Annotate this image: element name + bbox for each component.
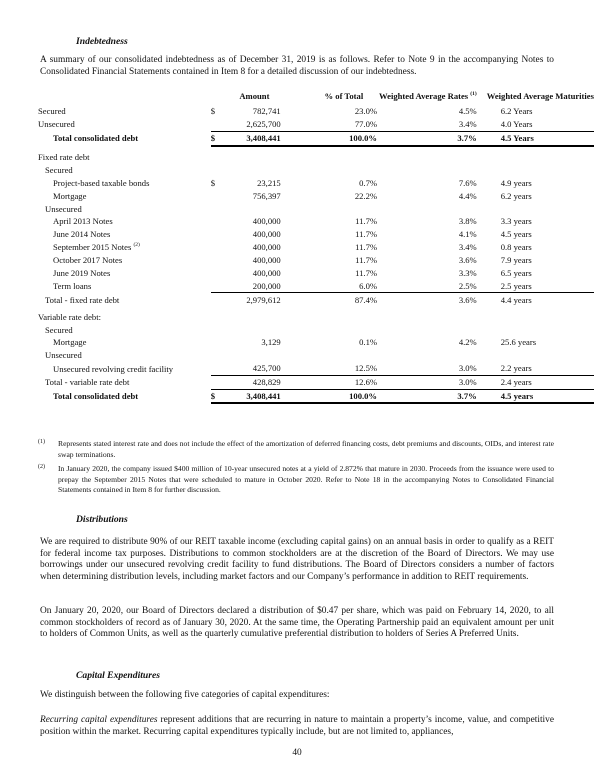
capex-term: Recurring capital expenditures <box>40 715 158 725</box>
table-row <box>30 375 594 389</box>
currency-symbol <box>211 228 218 241</box>
header-weighted-average-rates: Weighted Average Rates $^{(1)}$ <box>379 90 477 101</box>
amount-cell <box>218 202 281 215</box>
rate-cell <box>379 151 481 164</box>
rate-cell <box>379 323 481 336</box>
table-row <box>30 323 594 336</box>
percent-cell: 12.6% <box>281 375 379 389</box>
row-label: Secured <box>45 164 73 175</box>
amount-cell: 756,397 <box>252 190 281 201</box>
row-label: Secured <box>45 324 73 335</box>
table-row <box>30 118 594 131</box>
capex-paragraph-2 <box>40 715 554 738</box>
maturity-cell <box>481 202 594 215</box>
percent-cell: 11.7% <box>355 268 378 279</box>
rate-cell: 3.8% <box>458 216 477 227</box>
maturity-cell: 25.6 years <box>500 337 537 348</box>
percent-cell: 11.7% <box>355 242 378 253</box>
amount-cell <box>218 310 281 323</box>
percent-cell <box>281 349 379 362</box>
table-row <box>30 176 594 189</box>
percent-cell <box>281 310 379 323</box>
currency-symbol: $ <box>211 131 218 145</box>
maturity-cell <box>481 349 594 362</box>
percent-cell <box>281 323 379 336</box>
maturity-cell: 3.3 years <box>500 216 532 227</box>
amount-cell: 2,625,700 <box>218 118 281 131</box>
rate-cell <box>379 349 481 362</box>
amount-cell: 400,000 <box>252 268 281 279</box>
currency-symbol <box>211 163 218 176</box>
distributions-paragraph-2: On January 20, 2020, our Board of Directors declared a distribution of $0.47 per share, which was paid on February 14, 2020, to all common stockholders of record as of January 30, 2020. At the same time, the Operating Partnership paid an equivalent amount per unit to holders of Common Units, as well as the quarterly cumulative preferential distribution to holders of Series A Preferred Units. <box>40 606 554 640</box>
footnote-ref-1: (1) <box>470 90 477 97</box>
currency-symbol: $ <box>210 177 215 188</box>
amount-cell: 3,129 <box>261 337 281 348</box>
maturity-cell: 4.0 Years <box>481 118 594 131</box>
row-label: Unsecured <box>45 203 82 214</box>
rate-cell: 3.7% <box>379 131 481 145</box>
table-header-row <box>30 88 594 101</box>
indebtedness-intro-paragraph: A summary of our consolidated indebtedness as of December 31, 2019 is as follows. Refer to Note 9 in the accompanying Notes to Consolidated Financial Statements contained in Item 8 for a detailed discussion of our indebtedness. <box>40 55 554 77</box>
currency-symbol <box>211 362 218 375</box>
currency-symbol <box>211 279 218 292</box>
section-heading-distributions: Distributions <box>76 514 128 525</box>
table-row <box>30 336 594 349</box>
amount-cell: 782,741 <box>252 106 281 117</box>
row-label: June 2019 Notes <box>53 268 111 279</box>
percent-cell: 0.7% <box>359 177 378 188</box>
amount-cell: 400,000 <box>252 242 281 253</box>
table-row <box>30 163 594 176</box>
indebtedness-table <box>30 88 594 404</box>
amount-cell: 400,000 <box>252 216 281 227</box>
row-label: Unsecured <box>45 350 82 361</box>
maturity-cell <box>481 310 594 323</box>
rate-cell: 3.4% <box>458 242 477 253</box>
currency-symbol <box>211 310 218 323</box>
row-label: Unsecured revolving credit facility <box>53 363 174 374</box>
maturity-cell: 2.4 years <box>481 375 594 389</box>
footnote-text-2: In January 2020, the company issued $400 million of 10-year unsecured notes at a yield of 2.872% that mature in 2030. Proceeds from the issuance were used to prepay the September 2015 Notes that were scheduled to mature in October 2020. Refer to Note 18 in the accompanying Notes to Consolidated Financial Statements contained in Item 8 for further discussion. <box>58 464 554 495</box>
amount-cell: 2,979,612 <box>246 294 281 305</box>
amount-cell: 3,408,441 <box>218 389 281 403</box>
amount-cell: 3,408,441 <box>218 131 281 145</box>
footnote-mark-2: (2) <box>38 464 45 470</box>
rate-cell: 4.4% <box>458 190 477 201</box>
header-pct-of-total: % of Total <box>324 90 364 101</box>
section-heading-indebtedness: Indebtedness <box>76 36 128 47</box>
rate-cell: 3.7% <box>379 389 481 403</box>
amount-cell: 428,829 <box>218 375 281 389</box>
distributions-paragraph-1: We are required to distribute 90% of our REIT taxable income (excluding capital gains) on an annual basis in order to qualify as a REIT for federal income tax purposes. Distributions to common stockholders are at the discretion of the Board of Directors. We may use borrowings under our unsecured revolving credit facility to fund distributions. The Board of Directors considers a number of factors when determining distribution levels, including market factors and our Company’s performance in addition to REIT requirements. <box>40 537 554 582</box>
maturity-cell: 4.4 years <box>500 294 532 305</box>
rate-cell: 3.3% <box>458 268 477 279</box>
row-label: Unsecured <box>38 119 75 130</box>
capex-paragraph-2-text: represent additions that are recurring in nature to maintain a property’s income, value, and competitive position within the market. Recurring capital expenditures typically include, but are not limited to, appliances, <box>40 715 554 737</box>
table-row <box>30 267 594 280</box>
amount-cell: 400,000 <box>252 255 281 266</box>
maturity-cell: 4.5 Years <box>481 131 594 145</box>
row-label: Mortgage <box>53 190 87 201</box>
percent-cell: 11.7% <box>355 255 378 266</box>
row-label: Fixed rate debt <box>38 152 90 162</box>
currency-symbol <box>211 336 218 349</box>
section-heading-capital-expenditures: Capital Expenditures <box>76 670 160 681</box>
percent-cell: 87.4% <box>354 294 378 305</box>
maturity-cell <box>481 163 594 176</box>
percent-cell: 11.7% <box>355 229 378 240</box>
rate-cell: 3.6% <box>458 294 477 305</box>
currency-symbol <box>211 118 218 131</box>
percent-cell <box>281 202 379 215</box>
row-label: Total consolidated debt <box>53 391 139 402</box>
rate-cell: 4.5% <box>458 106 477 117</box>
table-row <box>30 349 594 362</box>
table-row <box>30 189 594 202</box>
maturity-cell <box>481 151 594 164</box>
row-label: Project-based taxable bonds <box>53 177 150 188</box>
currency-symbol <box>211 241 218 254</box>
row-label: Total consolidated debt <box>53 133 139 144</box>
percent-cell: 12.5% <box>354 363 378 374</box>
row-label: Total - variable rate debt <box>45 377 130 388</box>
percent-cell: 100.0% <box>281 131 379 145</box>
currency-symbol <box>211 267 218 280</box>
currency-symbol <box>211 349 218 362</box>
currency-symbol <box>211 293 218 306</box>
table-row <box>30 228 594 241</box>
currency-symbol: $ <box>211 389 218 403</box>
amount-cell: 200,000 <box>218 279 281 292</box>
row-label: Variable rate debt: <box>38 311 101 322</box>
percent-cell: 100.0% <box>281 389 379 403</box>
footnote-ref-2: (2) <box>133 242 140 249</box>
percent-cell: 77.0% <box>281 118 379 131</box>
rate-cell <box>379 202 481 215</box>
maturity-cell: 6.2 years <box>500 190 532 201</box>
rate-cell: 2.5% <box>379 279 481 292</box>
percent-cell: 23.0% <box>354 106 378 117</box>
table-row <box>30 279 594 292</box>
table-row <box>30 389 594 403</box>
maturity-cell: 2.5 years <box>481 279 594 292</box>
amount-cell: 400,000 <box>252 229 281 240</box>
row-label: September 2015 Notes $^{(2)}$ <box>53 242 140 253</box>
table-row <box>30 293 594 306</box>
currency-symbol <box>211 215 218 228</box>
page-number: 40 <box>292 748 302 758</box>
header-amount: Amount <box>239 90 270 101</box>
maturity-cell: 6.5 years <box>500 268 532 279</box>
currency-symbol <box>211 254 218 267</box>
table-row <box>30 215 594 228</box>
rate-cell <box>379 310 481 323</box>
maturity-cell: 4.9 years <box>500 177 532 188</box>
table-row <box>30 254 594 267</box>
rate-cell: 4.1% <box>458 229 477 240</box>
amount-cell <box>218 323 281 336</box>
currency-symbol <box>211 151 218 164</box>
rate-cell: 3.0% <box>458 363 477 374</box>
percent-cell <box>281 151 379 164</box>
table-row <box>30 202 594 215</box>
table-row <box>30 131 594 145</box>
row-label: Term loans <box>53 281 92 292</box>
table-row <box>30 362 594 375</box>
rate-cell: 3.4% <box>379 118 481 131</box>
footnote-text-1: Represents stated interest rate and does not include the effect of the amortization of deferred financing costs, debt premiums and discounts, OIDs, and interest rate swap terminations. <box>58 439 554 459</box>
currency-symbol <box>211 202 218 215</box>
row-label: October 2017 Notes <box>53 255 123 266</box>
percent-cell: 11.7% <box>355 216 378 227</box>
maturity-cell: 6.2 Years <box>500 106 533 117</box>
table-row <box>30 105 594 118</box>
currency-symbol <box>211 189 218 202</box>
table-row <box>30 241 594 254</box>
rate-cell: 3.6% <box>458 255 477 266</box>
amount-cell <box>218 151 281 164</box>
row-label: June 2014 Notes <box>53 229 111 240</box>
maturity-cell <box>481 323 594 336</box>
currency-symbol: $ <box>210 106 215 117</box>
maturity-cell: 0.8 years <box>500 242 532 253</box>
row-label: Total - fixed rate debt <box>45 294 120 305</box>
rate-cell: 7.6% <box>458 177 477 188</box>
maturity-cell: 4.5 years <box>500 229 532 240</box>
header-weighted-average-maturities: Weighted Average Maturities <box>486 90 594 101</box>
percent-cell: 22.2% <box>354 190 378 201</box>
currency-symbol <box>211 375 218 389</box>
currency-symbol <box>211 323 218 336</box>
percent-cell <box>281 163 379 176</box>
maturity-cell: 7.9 years <box>500 255 532 266</box>
amount-cell <box>218 163 281 176</box>
amount-cell <box>218 349 281 362</box>
rate-cell: 4.2% <box>458 337 477 348</box>
table-row <box>30 151 594 164</box>
amount-cell: 425,700 <box>252 363 281 374</box>
maturity-cell: 2.2 years <box>500 363 532 374</box>
rate-cell <box>379 163 481 176</box>
capex-paragraph-1: We distinguish between the following five categories of capital expenditures: <box>40 690 330 700</box>
row-label: April 2013 Notes <box>53 216 113 227</box>
amount-cell: 23,215 <box>257 177 281 188</box>
maturity-cell: 4.5 years <box>481 389 594 403</box>
row-label: Secured <box>38 106 66 117</box>
percent-cell: 6.0% <box>281 279 379 292</box>
rate-cell: 3.0% <box>379 375 481 389</box>
table-row <box>30 310 594 323</box>
percent-cell: 0.1% <box>359 337 378 348</box>
footnote-mark-1: (1) <box>38 439 45 445</box>
row-label: Mortgage <box>53 337 87 348</box>
